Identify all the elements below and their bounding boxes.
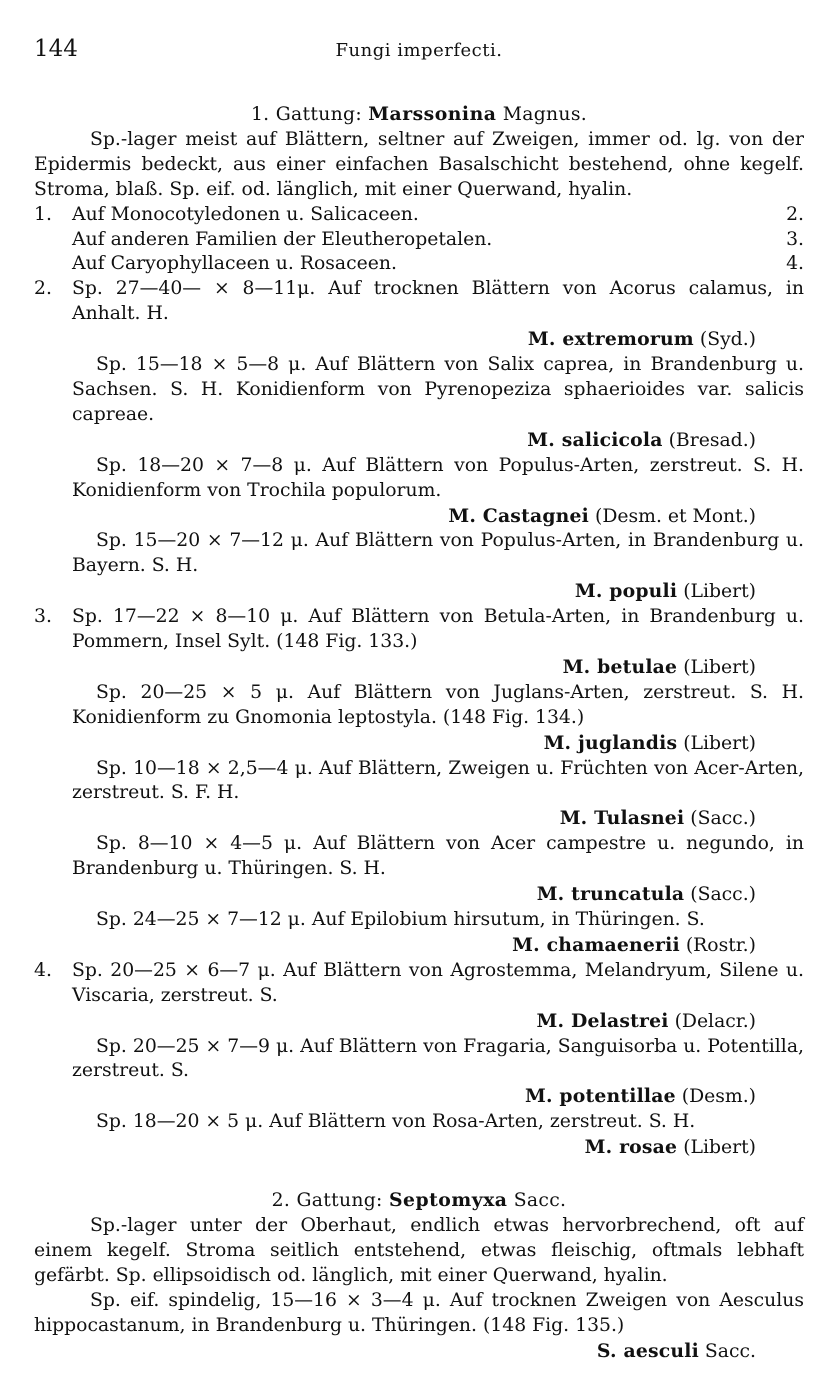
species-name: M. rosae (584, 1136, 678, 1159)
species-name: M. juglandis (543, 731, 678, 754)
key-row (34, 228, 804, 253)
species-description: Sp. 10—18 × 2,5—4 μ. Auf Blättern, Zweigen u. Früchten von Acer-Arten, zerstreut. S. F. H. (72, 757, 804, 804)
species-list (34, 277, 804, 1161)
species-description: Sp. 15—20 × 7—12 μ. Auf Blättern von Populus-Arten, in Brandenburg u. Bayern. S. H. (72, 530, 804, 577)
species-entry (34, 454, 804, 530)
species-description: Sp. 27—40— × 8—11μ. Auf trocknen Blättern von Acorus calamus, in Anhalt. H. (72, 278, 804, 325)
species-name-line (34, 1009, 804, 1035)
key-number: 1. (34, 203, 52, 225)
species-name: M. Delastrei (536, 1009, 669, 1032)
key-goto: 4. (786, 253, 804, 275)
species-number: 4. (34, 959, 52, 981)
species-row (34, 1035, 804, 1085)
species-author: (Bresad.) (668, 429, 756, 451)
species-entry (34, 1110, 804, 1161)
species-description: Sp. 20—25 × 6—7 μ. Auf Blättern von Agrostemma, Melandryum, Silene u. Viscaria, zerstreut. S. (72, 959, 804, 1006)
species-number: 2. (34, 278, 52, 300)
species-name-line (34, 1135, 804, 1161)
key-number (34, 228, 72, 253)
species-author: (Libert) (683, 1137, 756, 1159)
species-number (34, 908, 72, 933)
species-name: M. truncatula (536, 883, 685, 906)
species-entry (34, 353, 804, 454)
page-number: 144 (34, 36, 78, 62)
species-row (34, 1110, 804, 1135)
species-name-line (34, 933, 804, 959)
species-number: 3. (34, 606, 52, 628)
species-name-line (34, 327, 804, 353)
species-name-line (34, 655, 804, 681)
genus-author: Magnus. (502, 104, 588, 125)
species-entry (34, 757, 804, 833)
key-row (34, 252, 804, 277)
genus-author: Sacc. (513, 1190, 567, 1212)
section-spacer (34, 1161, 804, 1188)
species-entry (34, 605, 804, 681)
species-author: (Sacc.) (690, 884, 756, 906)
genus-name: Marssonina (368, 103, 497, 125)
species-name: M. chamaenerii (512, 933, 680, 956)
running-title: Fungi imperfecti. (335, 40, 503, 61)
key-line (72, 252, 804, 277)
species-name: M. Tulasnei (559, 807, 685, 830)
species-author: (Sacc.) (690, 808, 756, 830)
genus-heading-prefix: 2. Gattung: (271, 1190, 383, 1212)
species-name-line (34, 579, 804, 605)
species-author: (Libert) (683, 581, 756, 603)
species-description: Sp. 8—10 × 4—5 μ. Auf Blättern von Acer campestre u. negundo, in Brandenburg u. Thüringen. S. H. (72, 833, 804, 880)
species-author: (Desm. et Mont.) (595, 505, 756, 527)
species-number (34, 757, 72, 807)
species-name: M. extremorum (527, 328, 694, 351)
key-text: Auf anderen Familien der Eleutheropetalen. (72, 228, 493, 250)
species-name: M. betulae (562, 655, 678, 678)
species-row (34, 353, 804, 428)
genus-heading-prefix: 1. Gattung: (250, 104, 362, 125)
identification-key (34, 203, 804, 278)
species-description: Sp. 17—22 × 8—10 μ. Auf Blättern von Betula-Arten, in Brandenburg u. Pommern, Insel Sylt. (148 Fig. 133.) (72, 606, 804, 653)
species-description: Sp. 20—25 × 7—9 μ. Auf Blättern von Fragaria, Sanguisorba u. Potentilla, zerstreut. S. (72, 1035, 804, 1082)
species-author: Sacc. (704, 1340, 756, 1362)
species-row (34, 908, 804, 933)
species-entry (34, 832, 804, 908)
key-goto: 3. (786, 228, 804, 250)
key-number (34, 252, 72, 277)
species-name-line (34, 1339, 804, 1365)
species-row (34, 454, 804, 504)
species-author: (Desm.) (681, 1086, 756, 1108)
species-number (34, 1035, 72, 1085)
species-row (34, 277, 804, 327)
genus-description: Sp.-lager meist auf Blättern, seltner auf Zweigen, immer od. lg. von der Epidermis bedeckt, aus einer einfachen Basalschicht bestehend, ohne kegelf. Stroma, blaß. Sp. eif. od. länglich, mit einer Querwand, hyalin. (34, 128, 804, 200)
genus-description: Sp.-lager unter der Oberhaut, endlich etwas hervorbrechend, oft auf einem kegelf. Stroma seitlich entstehend, etwas fleischig, oftmals lebhaft gefärbt. Sp. ellipsoidisch od. länglich, mit einer Querwand, hyalin. (34, 1214, 804, 1286)
genus-heading-septomyxa (34, 1188, 804, 1214)
species-name: M. salicicola (527, 428, 663, 451)
page-body (34, 102, 804, 1364)
species-description: Sp. eif. spindelig, 15—16 × 3—4 μ. Auf trocknen Zweigen von Aesculus hippocastanum, in Brandenburg u. Thüringen. (148 Fig. 135.) (34, 1289, 804, 1336)
species-row (34, 681, 804, 731)
page-header (34, 36, 804, 66)
key-row (34, 203, 804, 228)
species-entry (34, 277, 804, 353)
species-entry (34, 681, 804, 757)
species-description: Sp. 18—20 × 7—8 μ. Auf Blättern von Populus-Arten, zerstreut. S. H. Konidienform von Trochila populorum. (72, 454, 804, 501)
species-row (34, 959, 804, 1009)
species-number (34, 1110, 72, 1135)
species-author: (Delacr.) (674, 1010, 756, 1032)
species-number (34, 681, 72, 731)
species-name-line (34, 504, 804, 530)
key-goto: 2. (786, 203, 804, 225)
key-line (72, 228, 804, 253)
key-text: Auf Caryophyllaceen u. Rosaceen. (72, 253, 397, 275)
species-row (34, 832, 804, 882)
species-author: (Rostr.) (685, 934, 756, 956)
species-name-line (34, 428, 804, 454)
species-number (34, 454, 72, 504)
species-entry (34, 908, 804, 959)
species-number (34, 529, 72, 579)
species-description: Sp. 15—18 × 5—8 μ. Auf Blättern von Salix caprea, in Brandenburg u. Sachsen. S. H. Konidienform von Pyrenopeziza sphaerioides var. salicis capreae. (72, 354, 804, 425)
species-entry (34, 529, 804, 605)
species-author: (Libert) (683, 732, 756, 754)
species-name-line (34, 806, 804, 832)
species-description: Sp. 18—20 × 5 μ. Auf Blättern von Rosa-Arten, zerstreut. S. H. (96, 1111, 696, 1133)
key-text: Auf Monocotyledonen u. Salicaceen. (72, 203, 419, 225)
key-line (72, 203, 804, 228)
species-name: M. Castagnei (448, 504, 590, 527)
species-author: (Libert) (683, 656, 756, 678)
genus-heading-marssonina (34, 102, 804, 128)
species-number (34, 353, 72, 428)
species-row (34, 757, 804, 807)
species-name-line (34, 882, 804, 908)
species-name-line (34, 731, 804, 757)
species-entry (34, 959, 804, 1035)
species-number (34, 832, 72, 882)
species-name: M. potentillae (524, 1085, 676, 1108)
species-name: M. populi (574, 580, 678, 603)
species-description: Sp. 24—25 × 7—12 μ. Auf Epilobium hirsutum, in Thüringen. S. (96, 909, 705, 930)
species-description: Sp. 20—25 × 5 μ. Auf Blättern von Juglans-Arten, zerstreut. S. H. Konidienform zu Gnomonia leptostyla. (148 Fig. 134.) (72, 681, 804, 728)
species-row (34, 605, 804, 655)
species-name: S. aesculi (596, 1339, 699, 1362)
species-name-line (34, 1084, 804, 1110)
species-row (34, 529, 804, 579)
genus-name: Septomyxa (388, 1189, 508, 1212)
species-author: (Syd.) (699, 329, 756, 351)
species-entry (34, 1035, 804, 1111)
